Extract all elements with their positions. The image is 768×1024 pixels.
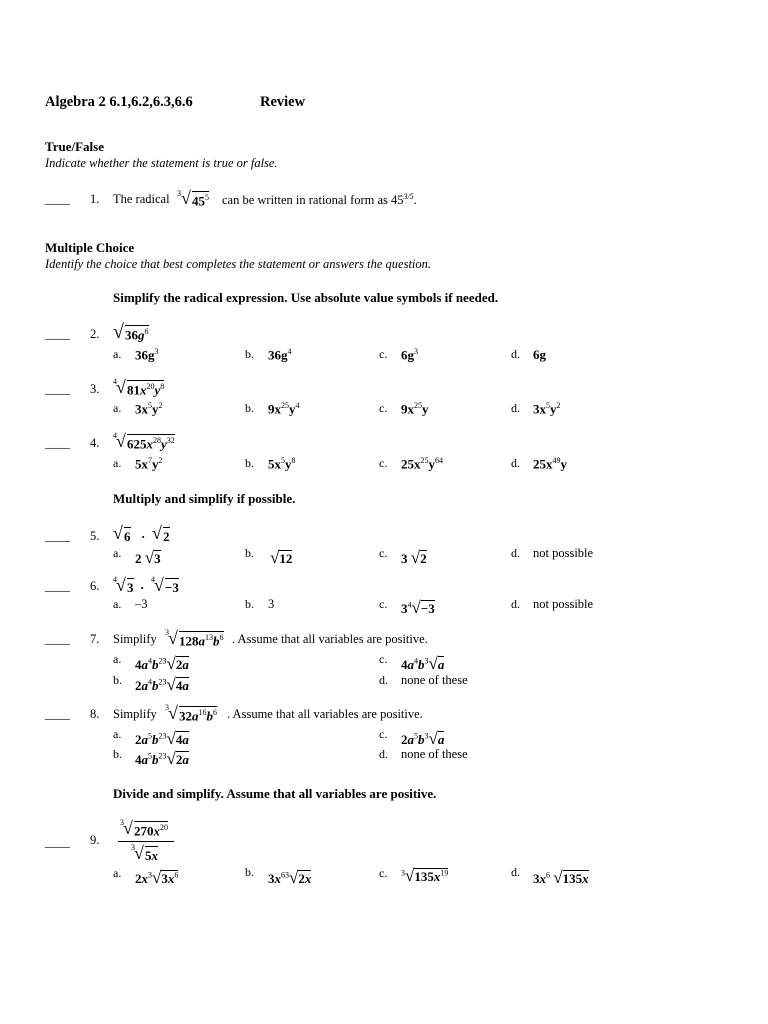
choice-c[interactable]: $4a^4b^3√a$ — [401, 654, 445, 673]
choice-a[interactable]: $4a^4b^{23}√2a$ — [135, 654, 189, 673]
multiply-dot: · — [141, 529, 146, 544]
multiple-choice-heading: Multiple Choice — [45, 240, 135, 255]
answer-blank[interactable]: ____ — [45, 529, 70, 543]
question-expression: $81x^{20}y^8$ — [127, 382, 165, 398]
section-instruction: Simplify the radical expression. Use absolute value symbols if needed. — [113, 290, 499, 305]
multiply-dot: · — [140, 580, 145, 595]
radical-index: 3 — [165, 628, 169, 637]
choice-label: b. — [245, 865, 254, 879]
radical-sign: √ — [134, 843, 144, 863]
radical-index: 3 — [131, 843, 135, 852]
choice-label: b. — [113, 747, 122, 761]
choice-a[interactable]: $3x^5y^2$ — [135, 401, 163, 417]
choice-b[interactable]: √12 — [270, 548, 293, 567]
choice-a[interactable]: –3 — [135, 597, 148, 611]
question-expression: $625x^{28}y^{32}$ — [127, 436, 175, 452]
choice-d[interactable]: $3x^5y^2$ — [533, 401, 561, 417]
choice-b[interactable]: $2a^4b^{23}√4a$ — [135, 675, 189, 694]
choice-label: a. — [113, 866, 122, 880]
choice-label: c. — [379, 546, 388, 560]
choice-label: d. — [511, 347, 520, 361]
choice-label: a. — [113, 401, 122, 415]
choice-c[interactable]: $25x^{25}y^{64}$ — [401, 456, 443, 472]
radical-sign: √ — [123, 818, 133, 838]
choice-c[interactable]: $3^4√-3$ — [401, 598, 435, 617]
choice-a[interactable]: $36g^3$ — [135, 347, 159, 363]
radical-sign: √ — [116, 377, 126, 397]
choice-label: c. — [379, 652, 388, 666]
radical-sign: √ — [116, 575, 126, 595]
radical-index: 3 — [165, 703, 169, 712]
question-expression: $36g^6$ — [125, 327, 149, 343]
radical-index: 3 — [120, 818, 124, 827]
choice-c[interactable]: $^3√135x^{19}$ — [401, 866, 449, 885]
choice-d[interactable]: none of these — [401, 673, 468, 687]
question-text: . Assume that all variables are positive. — [232, 632, 428, 646]
radical-sign: √ — [113, 523, 123, 543]
radical-index: 4 — [113, 575, 117, 584]
choice-b[interactable]: $36g^4$ — [268, 347, 292, 363]
choice-b[interactable]: 3 — [268, 597, 275, 611]
choice-label: a. — [113, 546, 122, 560]
choice-label: d. — [379, 747, 388, 761]
radical-sign: √ — [168, 703, 178, 723]
question-expression: 2 — [163, 529, 170, 544]
radical-sign: √ — [116, 431, 126, 451]
page-subtitle: Review — [260, 94, 306, 110]
section-instruction: Divide and simplify. Assume that all variables are positive. — [113, 786, 437, 801]
radicand: $45^5$ — [192, 193, 209, 209]
question-numerator: $270x^{20}$ — [134, 823, 168, 839]
question-number: 1. — [90, 192, 100, 206]
answer-blank[interactable]: ____ — [45, 382, 70, 396]
choice-b[interactable]: $9x^{25}y^4$ — [268, 401, 300, 417]
choice-label: a. — [113, 456, 122, 470]
answer-blank[interactable]: ____ — [45, 192, 70, 206]
choice-label: c. — [379, 401, 388, 415]
choice-label: d. — [511, 401, 520, 415]
radical-sign: √ — [113, 321, 124, 343]
choice-label: b. — [245, 347, 254, 361]
choice-label: d. — [511, 546, 520, 560]
question-expression: $32a^{16}b^6$ — [179, 708, 217, 724]
true-false-heading: True/False — [45, 139, 104, 154]
choice-d[interactable]: $3x^6$ √135x — [533, 868, 589, 887]
radical-index: 4 — [151, 575, 155, 584]
question-text: Simplify — [113, 707, 157, 721]
answer-blank[interactable]: ____ — [45, 835, 70, 849]
radical-index: 4 — [113, 377, 117, 386]
answer-blank[interactable]: ____ — [45, 632, 70, 646]
answer-blank[interactable]: ____ — [45, 579, 70, 593]
choice-label: b. — [113, 673, 122, 687]
choice-b[interactable]: $4a^5b^{23}√2a$ — [135, 749, 189, 768]
fraction-bar — [118, 841, 174, 842]
choice-c[interactable]: 3 √2 — [401, 548, 427, 567]
question-number: 9. — [90, 833, 100, 847]
answer-blank[interactable]: ____ — [45, 436, 70, 450]
radical-sign: √ — [154, 575, 164, 595]
choice-label: b. — [245, 401, 254, 415]
choice-d[interactable]: not possible — [533, 546, 594, 560]
question-number: 4. — [90, 436, 100, 450]
question-number: 8. — [90, 707, 100, 721]
choice-d[interactable]: not possible — [533, 597, 594, 611]
choice-label: c. — [379, 597, 388, 611]
answer-blank[interactable]: ____ — [45, 327, 70, 341]
choice-a[interactable]: $2a^5b^{23}√4a$ — [135, 729, 189, 748]
question-expression: $128a^{13}b^6$ — [179, 633, 224, 649]
question-expression: 6 — [124, 529, 131, 544]
section-instruction: Multiply and simplify if possible. — [113, 491, 296, 506]
choice-label: a. — [113, 727, 122, 741]
choice-label: b. — [245, 456, 254, 470]
choice-c[interactable]: $6g^3$ — [401, 347, 418, 363]
choice-label: c. — [379, 456, 388, 470]
question-expression: 3 — [127, 580, 134, 595]
choice-label: c. — [379, 347, 388, 361]
choice-a[interactable]: $2x^3√3x^6$ — [135, 868, 179, 887]
radical-sign: √ — [181, 188, 191, 208]
choice-label: d. — [379, 673, 388, 687]
choice-a[interactable]: $5x^7y^2$ — [135, 456, 163, 472]
question-number: 2. — [90, 327, 100, 341]
radical-index: 3 — [177, 189, 181, 198]
choice-b[interactable]: $5x^5y^8$ — [268, 456, 296, 472]
radical-sign: √ — [152, 523, 162, 543]
choice-d[interactable]: none of these — [401, 747, 468, 761]
choice-label: c. — [379, 866, 388, 880]
question-text: can be written in rational form as $45^{3/5}$. — [222, 192, 417, 208]
multiple-choice-instruction: Identify the choice that best completes the statement or answers the question. — [45, 257, 432, 271]
choice-a[interactable]: 2 √3 — [135, 548, 161, 567]
question-text: The radical — [113, 192, 170, 206]
page-title: Algebra 2 6.1,6.2,6.3,6.6 — [45, 94, 193, 110]
radical-sign: √ — [168, 628, 178, 648]
answer-blank[interactable]: ____ — [45, 707, 70, 721]
choice-label: c. — [379, 727, 388, 741]
question-number: 5. — [90, 529, 100, 543]
question-text: . Assume that all variables are positive. — [227, 707, 423, 721]
radical-index: 4 — [113, 431, 117, 440]
choice-label: d. — [511, 865, 520, 879]
choice-label: b. — [245, 597, 254, 611]
choice-c[interactable]: $2a^5b^3√a$ — [401, 729, 445, 748]
choice-label: d. — [511, 597, 520, 611]
choice-label: a. — [113, 597, 122, 611]
question-number: 6. — [90, 579, 100, 593]
choice-d[interactable]: 6g — [533, 347, 546, 362]
choice-b[interactable]: $3x^{63}√2x$ — [268, 868, 312, 887]
choice-d[interactable]: $25x^{49}y$ — [533, 456, 567, 472]
question-expression: −3 — [165, 580, 179, 595]
question-denominator: 5x — [145, 848, 158, 863]
choice-label: d. — [511, 456, 520, 470]
question-text: Simplify — [113, 632, 157, 646]
true-false-instruction: Indicate whether the statement is true or false. — [45, 156, 278, 170]
choice-label: a. — [113, 347, 122, 361]
choice-label: b. — [245, 546, 254, 560]
question-number: 3. — [90, 382, 100, 396]
choice-label: a. — [113, 652, 122, 666]
question-number: 7. — [90, 632, 100, 646]
choice-c[interactable]: $9x^{25}y$ — [401, 401, 429, 417]
